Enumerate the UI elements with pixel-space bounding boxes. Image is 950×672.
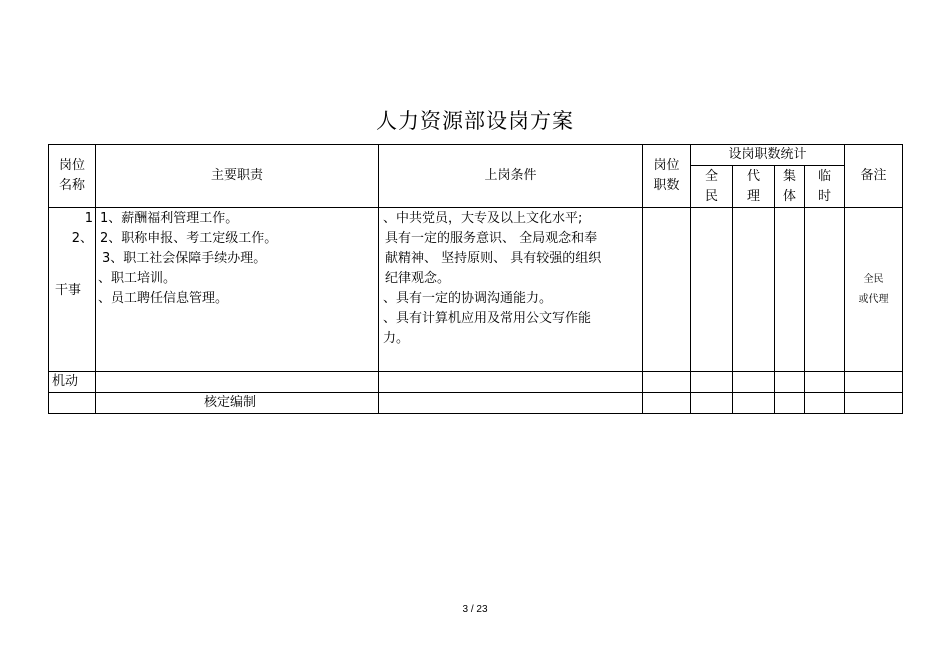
staff-remark-cell: 全民 或代理 bbox=[845, 208, 903, 372]
row-staff bbox=[49, 208, 903, 372]
staff-position-cell bbox=[49, 208, 96, 372]
condition-line: 、中共党员，大专及以上文化水平; bbox=[383, 211, 583, 226]
header-stat-jiti: 集 体 bbox=[775, 166, 805, 208]
header-stat-quanmin: 全 民 bbox=[691, 166, 733, 208]
staff-position-name: 干事 bbox=[55, 283, 82, 298]
staff-jiti-cell bbox=[775, 208, 805, 372]
staff-prefix-2: 2、 bbox=[71, 231, 93, 246]
staff-quanmin-cell bbox=[691, 208, 733, 372]
duty-item: 1、薪酬福利管理工作。 bbox=[100, 211, 239, 226]
staff-count-cell bbox=[643, 208, 691, 372]
header-stat-daili: 代 理 bbox=[733, 166, 775, 208]
condition-line: 具有一定的服务意识、 全局观念和奉 bbox=[385, 231, 598, 246]
condition-line: 、具有计算机应用及常用公文写作能 bbox=[383, 311, 592, 326]
header-conditions: 上岗条件 bbox=[379, 145, 643, 208]
header-row-1 bbox=[49, 145, 903, 166]
total-label: 核定编制 bbox=[96, 393, 379, 414]
header-stats-group: 设岗职数统计 bbox=[691, 145, 845, 166]
page-number: 3 / 23 bbox=[462, 604, 488, 615]
mobile-position-name: 机动 bbox=[49, 372, 96, 393]
duty-item: 、员工聘任信息管理。 bbox=[98, 291, 229, 306]
staffing-table bbox=[48, 144, 903, 414]
duty-item: 2、职称申报、考工定级工作。 bbox=[100, 231, 278, 246]
staff-prefix-1: 1 bbox=[84, 211, 93, 226]
row-mobile bbox=[49, 372, 903, 393]
page-title: 人力资源部设岗方案 bbox=[376, 109, 574, 133]
header-post-count: 岗位 职数 bbox=[643, 145, 691, 208]
staff-daili-cell bbox=[733, 208, 775, 372]
staff-linshi-cell bbox=[805, 208, 845, 372]
header-remark: 备注 bbox=[845, 145, 903, 208]
header-position-name: 岗位 名称 bbox=[49, 145, 96, 208]
staff-conditions-cell bbox=[379, 208, 643, 372]
condition-line: 力。 bbox=[383, 331, 410, 346]
header-duties: 主要职责 bbox=[96, 145, 379, 208]
header-stat-linshi: 临 时 bbox=[805, 166, 845, 208]
row-total bbox=[49, 393, 903, 414]
condition-line: 献精神、 坚持原则、 具有较强的组织 bbox=[385, 251, 602, 266]
duty-item: 3、职工社会保障手续办理。 bbox=[102, 251, 267, 266]
duty-item: 、职工培训。 bbox=[98, 271, 177, 286]
condition-line: 、具有一定的协调沟通能力。 bbox=[383, 291, 553, 306]
staff-duties-cell bbox=[96, 208, 379, 372]
condition-line: 纪律观念。 bbox=[385, 271, 451, 286]
